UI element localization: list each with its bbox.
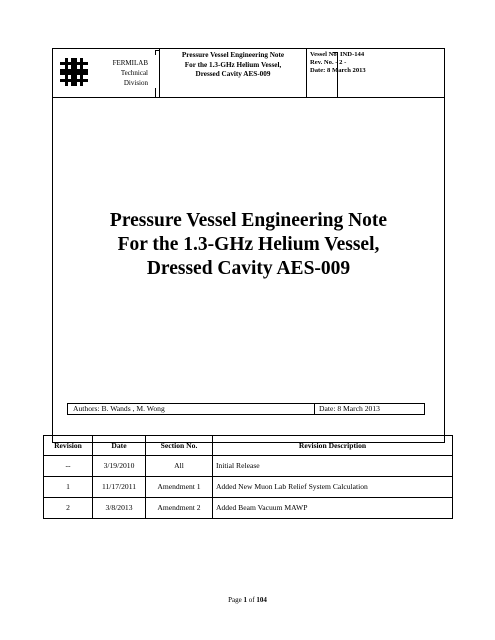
authors-divider: [314, 404, 315, 414]
header-vessel-info-cell: [307, 48, 444, 97]
right-bracket-decoration: [333, 52, 338, 98]
header-date: Date: [93, 436, 146, 456]
header-note-title-cell: [159, 48, 307, 97]
document-header: [52, 48, 445, 98]
vessel-number: Vessel No. IND-144: [310, 51, 365, 58]
title-line1: Pressure Vessel Engineering Note: [109, 210, 388, 231]
lab-name: FERMILAB: [112, 59, 148, 67]
cell-date: 11/17/2011: [93, 477, 146, 498]
cell-date: 3/8/2013: [93, 498, 146, 519]
header-note-line1: Pressure Vessel Engineering Note: [181, 51, 285, 59]
header-date: Date: 8 March 2013: [310, 67, 366, 74]
cell-revision: --: [44, 456, 93, 477]
division-line2: Division: [123, 79, 148, 87]
division-line1: Technical: [120, 69, 148, 77]
header-revision: Revision: [44, 436, 93, 456]
revision-number: Rev. No. - 2 -: [310, 59, 347, 66]
cell-section: Amendment 1: [146, 477, 213, 498]
header-note-line2: For the 1.3-GHz Helium Vessel,: [184, 60, 282, 69]
header-note-line3: Dressed Cavity AES-009: [195, 70, 271, 79]
title-line3: Dressed Cavity AES-009: [146, 258, 351, 279]
header-revision-description: Revision Description: [213, 436, 453, 456]
header-logo-cell: [52, 48, 159, 97]
authors-names: Authors: B. Wands , M. Wong: [73, 404, 165, 413]
page-number: 1: [243, 596, 247, 604]
page-of: of: [248, 596, 255, 604]
cell-section: All: [146, 456, 213, 477]
fermilab-logo-icon: [60, 58, 88, 86]
page-prefix: Page: [228, 596, 242, 604]
page-total: 104: [256, 596, 267, 604]
revision-table-header-row: [44, 436, 453, 456]
cell-revision: 1: [44, 477, 93, 498]
cell-date: 3/19/2010: [93, 456, 146, 477]
cell-description: Added Beam Vacuum MAWP: [213, 498, 453, 519]
table-row: [44, 456, 453, 477]
table-row: [44, 477, 453, 498]
cell-description: Initial Release: [213, 456, 453, 477]
header-section-no: Section No.: [146, 436, 213, 456]
page-title: [52, 209, 445, 281]
cell-section: Amendment 2: [146, 498, 213, 519]
authors-box: [67, 403, 425, 415]
cell-revision: 2: [44, 498, 93, 519]
cell-description: Added New Muon Lab Relief System Calculation: [213, 477, 453, 498]
title-line2: For the 1.3-GHz Helium Vessel,: [117, 234, 380, 255]
page-footer: [0, 596, 495, 604]
authors-date: Date: 8 March 2013: [319, 404, 380, 413]
table-row: [44, 498, 453, 519]
lab-division-text: [96, 58, 148, 88]
revision-table: [43, 435, 453, 519]
